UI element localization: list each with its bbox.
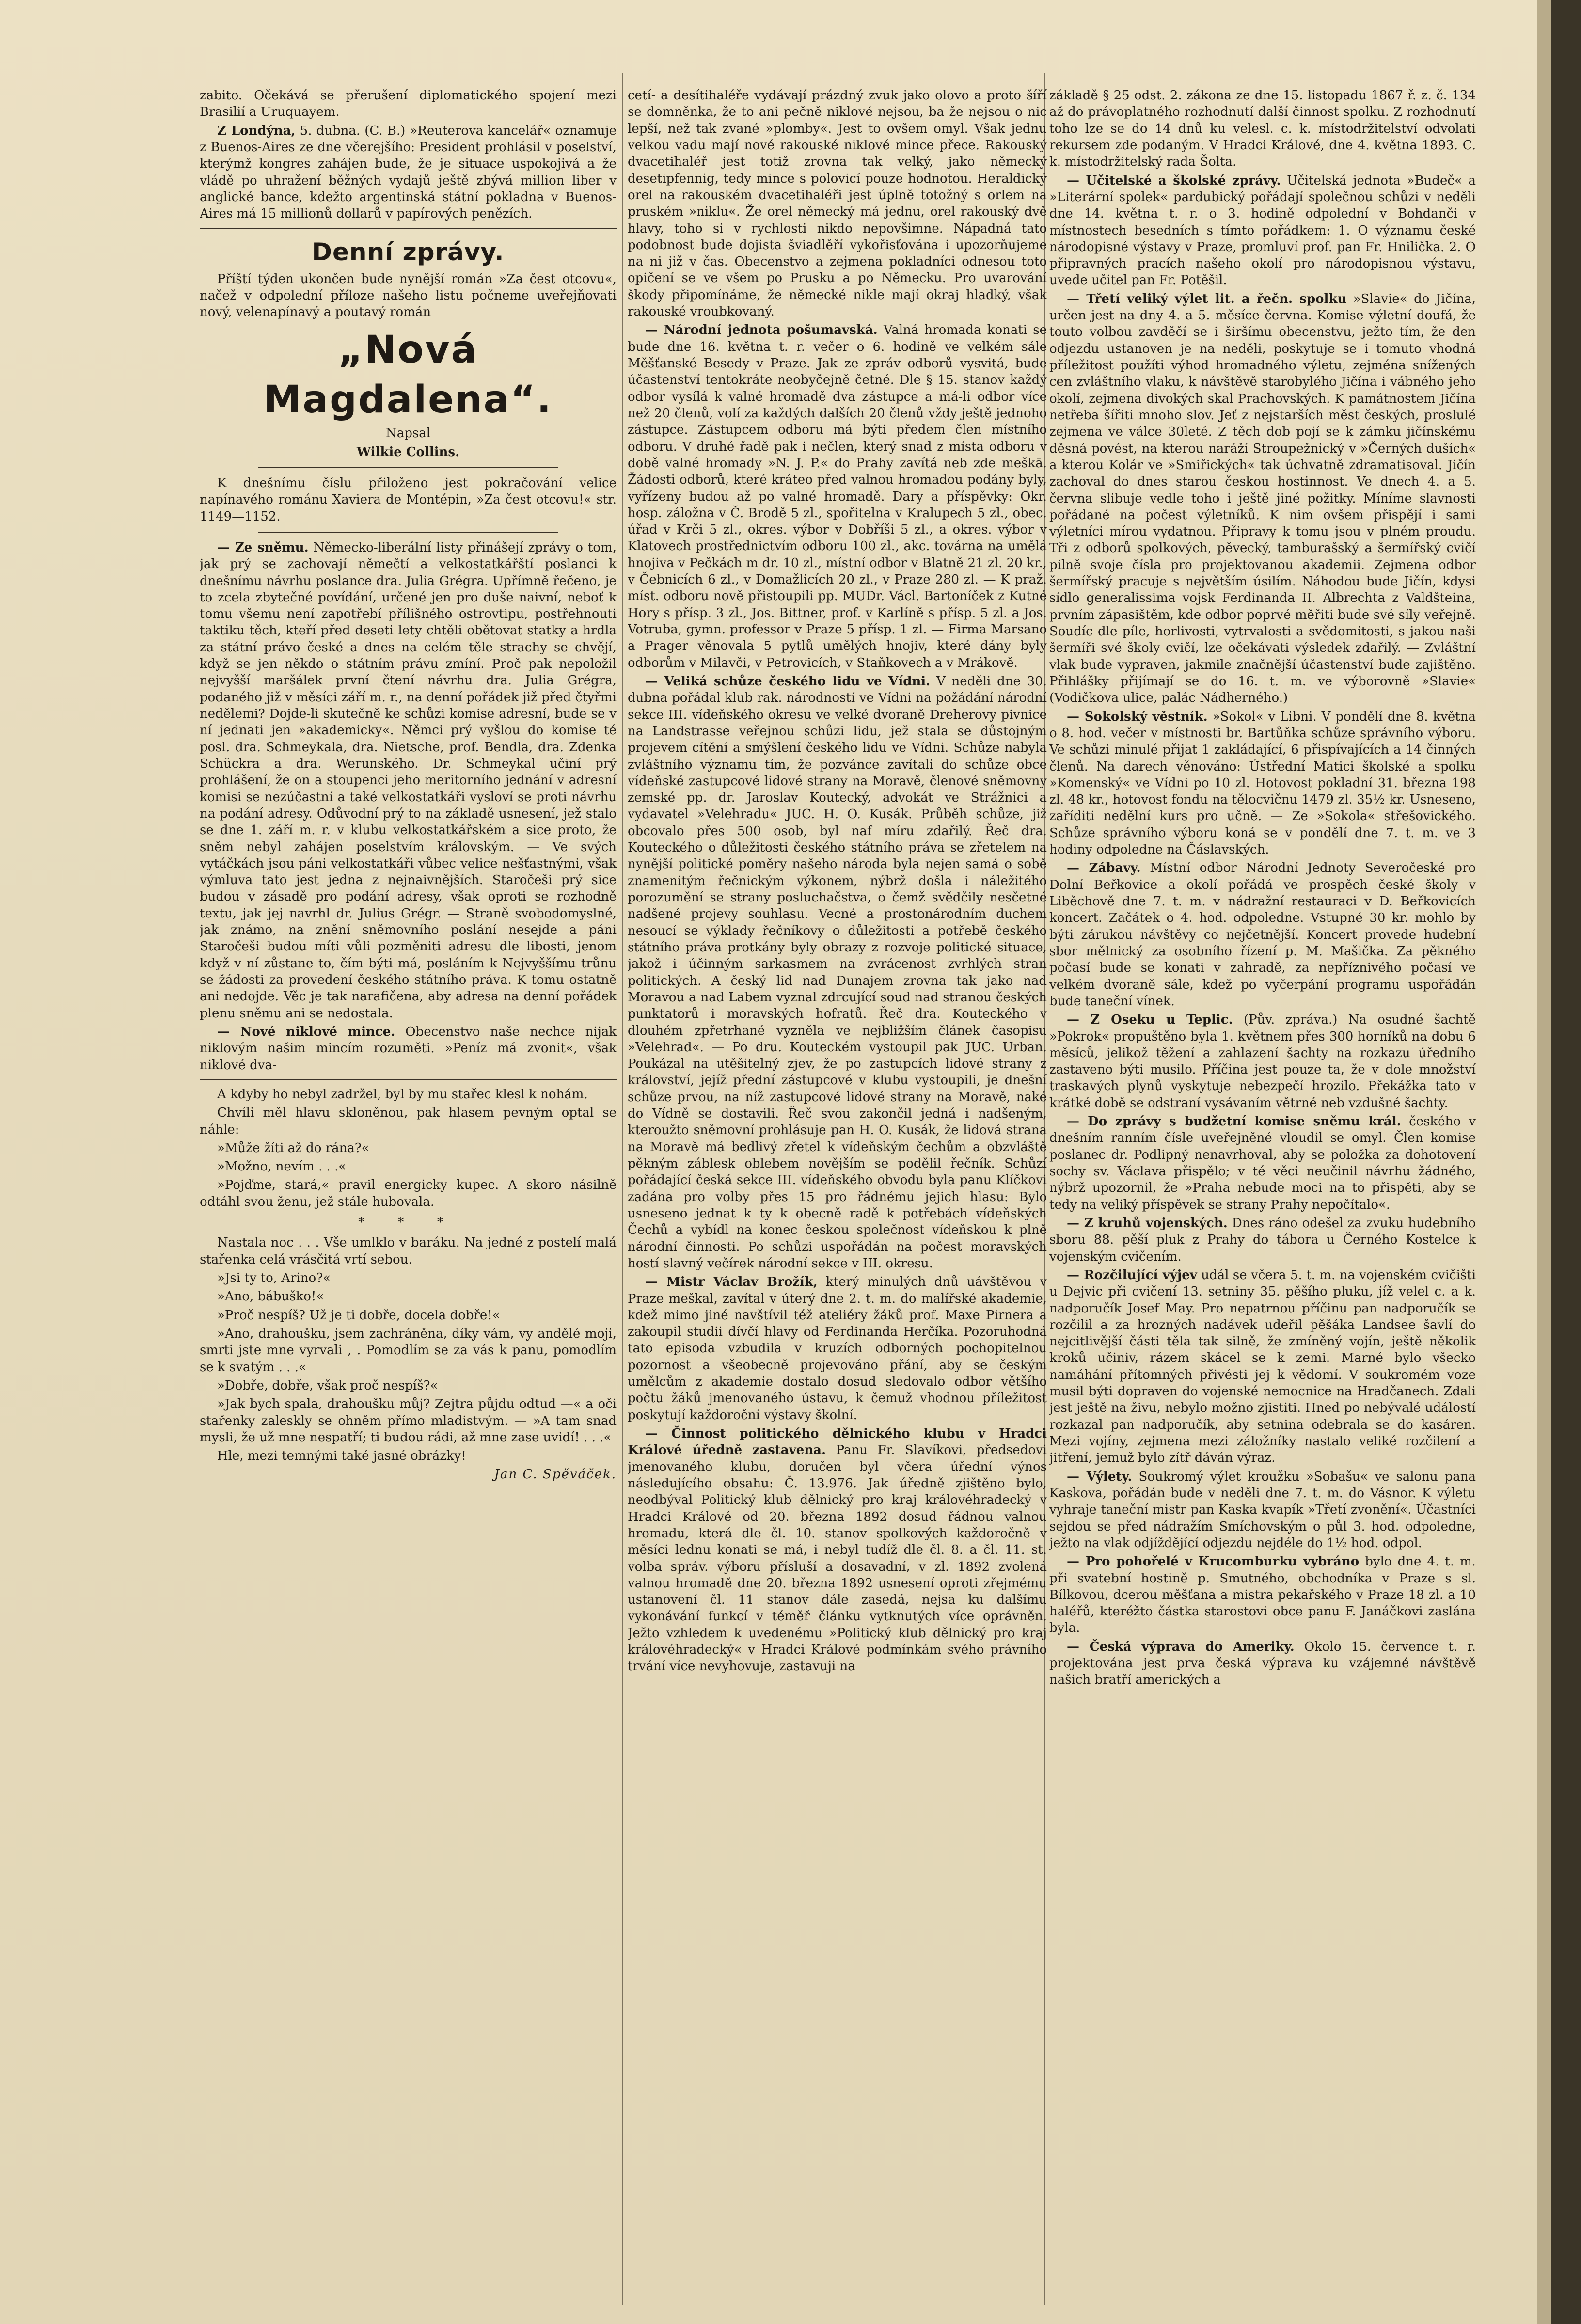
novel-title: „Nová Magdalena“. <box>263 328 553 422</box>
feuilleton-paragraph: Chvíli měl hlavu skloněnou, pak hlasem pevným optal se náhle: <box>200 1106 617 1137</box>
feuilleton-paragraph: »Jak bych spala, drahoušku můj? Zejtra půjdu odtud —« a oči stařenky zaleskly se ohněm přímo mladistvým. — »A tam snad mysli, že už mne nespatří; ti budou rádi, až mne zase uvidí! . . .« <box>200 1397 617 1445</box>
column-right <box>1049 87 1476 2297</box>
feuilleton-paragraph: »Ano, bábuško!« <box>217 1289 324 1304</box>
divider <box>200 228 617 229</box>
column-left <box>200 87 617 2297</box>
news-text: V neděli dne 30. dubna pořádal klub rak. národností ve Vídni na požádání národní sekce III. vídeňského okresu ve velké dvoraně Dreherovy pivnice na Landstrasse veřejnou schůzi lidu, jež stala se důstojným projevem cítění a smýšlení českého lidu ve Vídni. Schůze nabyla zvláštního významu tím, že pozvánce zavítali do schůze obce vídeňské zastupcové lidové strany na Moravě, členové sněmovny zemské pp. dr. Jaroslav Koutecký, advokát ve Strážnici a vydavatel »Velehradu« JUC. H. O. Kusák. Průběh schůze, již obcovalo přes 500 osob, byl naf míru zdařilý. Řeč dra. Kouteckého o důležitosti českého státního práva se zřetelem na nynější politické poměry našeho národa byla nejen samá o sobě znamenitým řečnickým výkonem, nýbrž došla i náležitého porozumění se strany posluchačstva, o čemž svědčily nesčetné nadšené projevy souhlasu. Vecné a prostonárodním duchem nesoucí se výklady řečníkovy o důležitosti a potřebě českého státního práva protkány byly obrazy z rozvoje politické situace, jakož i účinným sarkasmem na zvrácenost zvrhlých stran politických. A český lid nad Dunajem zrovna tak jako nad Moravou a nad Labem vyznal zdrcující soud nad stranou českých punktatorů i moravských hofratů. Řeč dra. Kouteckého v dlouhém zpřetrhané vyzněla ve nejbližším článek časopisu »Velehrad«. — Po dru. Kouteckém vystoupil pak JUC. Urban. Poukázal na utěšitelný zjev, že po zastupcích lidové strany z království, jejíž přední zástupcové v klubu vystoupili, je dnešní schůze prvou, na níž zastupcové lidové strany na Moravě, naké do Vídně se dostavili. Řeč svou zakončil jedná i nadšeným, kteroužto sněmovní prohlásuje pan H. O. Kusák, že lidová strana na Moravě má bedlivý zřetel k vídeňským čechům a obzvláště pěkným záblesk oblebem novějším se podělil řečník. Schůzí pořádající česká sekce III. vídeňského obvodu byla panu Klíčkovi zadána pro volby přes 15 pro řádnému jejich hlasu: Bylo usneseno jednat k ty k obecně radě k potřebách vídeňských Čechů a vybídl na konec českou společnost vídeňskou k plně národní činnosti. Po schůzi uspořádán na počest moravských hostí slavný večírek národní sekce v III. okresu. <box>628 674 1047 1271</box>
news-text: Dnes ráno odešel za zvuku hudebního sboru 88. pěší pluk z Prahy do tábora u Černého Kostelce k vojenským cvičením. <box>1049 1216 1476 1264</box>
news-lead: — Výlety. <box>1067 1469 1132 1484</box>
news-paragraph <box>1049 291 1476 707</box>
news-paragraph <box>1049 173 1476 289</box>
news-paragraph <box>1049 860 1476 1010</box>
feuilleton-paragraph: »Pojďme, stará,« pravil energicky kupec. A skoro násilně odtáhl svou ženu, jež stále hubovala. <box>200 1178 617 1209</box>
news-text: »Slavie« do Jičína, určen jest na dny 4. a 5. měsíce června. Komise výletní doufá, že touto volbou zavděčí se i širšímu obecenstvu, ježto tím, že den odjezdu ustanoven je na neděli, poskytuje se i tomuto vhodná příležitost použíti výhod hromadného výletu, zejména snížených cen zvláštního vlaku, k návštěvě starobylého Jičína i vábného jeho okolí, zejmena divokých skal Prachovských. K památnostem Jičína netřeba šířiti mnoho slov. Jeť z nejstarších měst českých, proslulé zejmena ve válce 30leté. Z těch dob pojí se k zámku jičínskému děsná povést, na kterou naráží Stroupežnický v »Černých duších« a kterou Kolár ve »Smiřických« tak úchvatně zdramatisoval. Jičín zachoval do dnes starou českou hostinnost. Ve dnech 4. a 5. června slibuje vedle toho i ještě jiné požitky. Míníme slavnosti pořádané na počest výletníků. K nim ovšem přispějí i sami výletníci mírou vydatnou. Připravy k tomu jsou v plném proudu. Tři z odborů spolkových, pěvecký, tamburašský a šermířský cvičí pilně svoje čísla pro projektovanou akademii. Zejmena odbor šermířský pracuje s největším úsilím. Náhodou bude Jičín, kdysi sídlo generalissima vojsk Ferdinanda II. Albrechta z Valdšteina, prvním zápasištěm, kde odbor poprvé měřiti bude své síly veřejně. Soudíc dle píle, horlivosti, vytrvalosti a svědomitosti, s jakou naši šermíři své školy cvičí, lze očekávati výsledek zdařilý. — Zvláštní vlak bude vypraven, jakmile značnější účastenství bude zajištěno. Přihlášky přijímají se do 16. t. m. ve výborovně »Slavie« (Vodičkova ulice, palác Nádherného.) <box>1049 291 1476 706</box>
feuilleton-paragraph: Nastala noc . . . Vše umlklo v baráku. Na jedné z postelí malá stařenka celá vrásčitá vrtí sebou. <box>200 1235 617 1267</box>
news-text: Panu Fr. Slavíkovi, předsedovi jmenovaného klubu, doručen byl včera úřední výnos následujícího obsahu: Č. 13.976. Jak úředně zjištěno bylo, neodbýval Politický klub dělnický pro kraj královéhradecký v Hradci Králové od 20. března 1892 dosud řádnou valnou hromadu, která dle čl. 10. stanov spolkových každoročně v měsíci lednu konati se má, i nebyl tudíž dle čl. 8. a čl. 11. st. volba správ. výboru přísluší a dosavadní, v zl. 1892 zvolená valnou hromadě dne 20. března 1892 usnesení oproti zřejmému ustanovení čl. 11 stanov dále zasedá, nejsa ku dalšímu vykonávání funkcí v téměř článku vytknutých více oprávněn. Ježto vzhledem k uvedenému »Politický klub dělnický pro kraj královéhradecký« v Hradci Králové podmínkám svého právního trvání více nevyhovuje, zastavuji na <box>628 1443 1047 1674</box>
news-text: 5. dubna. (C. B.) »Reuterova kancelář« oznamuje z Buenos-Aires ze dne včerejšího: President prohlásil v poselství, kterýmž kongres zahájen bude, že je situace uspokojivá a že vládě po uhražení běžných vydajů ještě zbývá million liber v anglické bance, kdežto argentinská státní pokladna v Buenos-Aires má 15 millionů dollarů v papírových penězích. <box>200 123 617 221</box>
news-lead: — Česká výprava do Ameriky. <box>1067 1639 1295 1654</box>
news-paragraph <box>628 322 1047 671</box>
feuilleton-paragraph: »Může žíti až do rána?« <box>217 1140 369 1155</box>
author-signature: Jan C. Spěváček. <box>494 1467 617 1482</box>
news-lead: — Nové niklové mince. <box>217 1024 395 1039</box>
divider <box>258 467 558 468</box>
scanner-dark-edge <box>1551 0 1581 2324</box>
news-lead: — Rozčilující výjev <box>1067 1267 1197 1282</box>
news-text: Valná hromada konati se bude dne 16. května t. r. večer o 6. hodině ve velkém sále Měšťanské Besedy v Praze. Jak ze zpráv odborů vysvitá, bude účastenství tentokráte neobyčejně četné. Dle § 15. stanov každý odbor vysílá k valné hromadě dva zástupce a má-li odbor více než 20 členů, volí za každých dalších 20 členů vždy ještě jednoho zástupce. Zástupcem odboru má býti předem člen místního odboru. V druhé řadě pak i nečlen, který snad z místa odboru v době valné hromady »N. J. P.« do Prahy zavítá neb zde meškā. Žádosti odborů, které kráteo před valnou hromadou podány byly, vyřízeny budou až po valné hromadě. Dary a příspěvky: Okr. hosp. záložna v Č. Brodě 5 zl., spořitelna v Kralupech 5 zl., obec. úřad v Krči 5 zl., okres. výbor v Dobříši 5 zl., a okres. výbor v Klatovech prostřednictvím odboru 100 zl., akc. továrna na umělá hnojiva v Pečkách m dr. 10 zl., místní odbor v Blatně 21 zl. 20 kr., v Čebnicích 6 zl., v Domažlicích 20 zl., v Praze 280 zl. — K praž. míst. odboru nově přistoupili pp. MUDr. Václ. Bartoníček z Kutné Hory s přísp. 3 zl., Jos. Bittner, prof. v Karlíně s přísp. 5 zl. a Jos. Votruba, gymn. professor v Praze 5 přísp. 1 zl. — Firma Marsano a Prager věnovala 5 pytlů umělých hnojiv, které dány byly odborům v Milavči, v Petrovicích, v Staňkovech a v Mrákově. <box>628 323 1047 670</box>
feuilleton-paragraph: »Dobře, dobře, však proč nespíš?« <box>217 1378 438 1393</box>
news-paragraph <box>628 673 1047 1272</box>
news-lead: — Veliká schůze českého lidu ve Vídni. <box>645 674 931 689</box>
news-paragraph <box>200 123 617 222</box>
news-paragraph <box>1049 1113 1476 1213</box>
news-paragraph <box>1049 1553 1476 1637</box>
news-paragraph: cetí- a desítihaléře vydávají prázdný zvuk jako olovo a proto šíří se domněnka, že to ani pečně niklové nejsou, ba že nejsou o nic lepší, než tak zvané »plomby«. Jest to ovšem omyl. Však jednu velkou vadu mají nové rakouské niklové mince přece. Rakouský dvacetihaléř jest totiž zrovna tak velký, jako německý desetipfennig, tedy mince s polovicí pouze hodnotou. Heraldický orel na rakouském dvacetihaléři jest úplně totožný s orlem na pruském »niklu«. Že orel německý má jednu, orel rakouský dvě hlavy, toho si v rychlosti nikdo nepovšimne. Nápadná tato podobnost bude dojista šviadlěří vykořisťována i upozorňujeme na ni již v čas. Obecenstvo a zejmena pokladníci odnesou toto opičení se ve všem po Prusku a po Německu. Pro uvarování škody připomínáme, že německé nikle mají okraj hladký, však rakouské vroubkovaný. <box>628 88 1047 319</box>
news-paragraph: Příští týden ukončen bude nynější román »Za čest otcovu«, načež v odpolední příloze našeho listu počneme uveřejňovati nový, velenapínavý a poutavý román <box>200 271 617 320</box>
news-lead: — Mistr Václav Brožík, <box>645 1275 818 1290</box>
column-middle <box>628 87 1047 2297</box>
news-lead: — Národní jednota pošumavská. <box>645 323 878 338</box>
novel-author: Wilkie Collins. <box>356 444 460 459</box>
news-lead: — Zábavy. <box>1067 861 1141 876</box>
section-heading: Denní zprávy. <box>312 237 505 266</box>
feuilleton-paragraph: »Proč nespíš? Už je ti dobře, docela dobře!« <box>217 1308 500 1323</box>
news-paragraph: zabito. Očekává se přerušení diplomatického spojení mezi Brasilií a Uruquayem. <box>200 88 617 120</box>
feuilleton-paragraph: A kdyby ho nebyl zadržel, byl by mu stařec klesl k nohám. <box>217 1087 588 1102</box>
news-text: Místní odbor Národní Jednoty Severočeské pro Dolní Beřkovice a okolí pořádá ve prospěch české školy v Liběchově dne 7. t. m. v nádražní restauraci v D. Beřkovicích koncert. Začátek o 4. hod. odpoledne. Vstupné 30 kr. mohlo by býti zárukou návštěvy co nejčetnější. Koncert provede hudební sbor mělnický za osobního řízení p. M. Mašička. Za pěkného počasí bude se konati v zahradě, za nepříznivého počasí ve velkém dvoraně sále, kdež po vyčerpání programu uspořádán bude taneční vínek. <box>1049 861 1476 1009</box>
news-paragraph: základě § 25 odst. 2. zákona ze dne 15. listopadu 1867 ř. z. č. 134 až do právoplatného rozhodnutí další činnost spolku. Z rozhodnutí toho lze se do 14 dnů ku velesl. c. k. místodržitelství odvolati rekursem zde podaným. V Hradci Králové, dne 4. května 1893. C. k. místodržitelský rada Šolta. <box>1049 88 1476 170</box>
news-lead: — Z Oseku u Teplic. <box>1067 1012 1233 1028</box>
news-paragraph <box>200 1024 617 1074</box>
news-text: udál se včera 5. t. m. na vojenském cvičišti u Dejvic při cvičení 13. setniny 35. pěšího pluku, jíž velel c. a k. nadporučík Josef May. Pro nepatrnou příčinu pan nadporučík se rozčilil a za hrozných nadávek udeřil pěšáka Landsee šavlí do nejcitlivější části těla tak silně, že zmíněný vojín, ještě několik kroků učiniv, rázem skácel se k zemi. Marné bylo všecko namáhání přítomných přivésti jej k vědomí. V soukromém voze musil býti dopraven do vojenské nemocnice na Hradčanech. Zdali jest ještě na živu, nebylo možno zjistiti. Hned po nebývalé událostí rozkazal pan nadporučík, aby setnina odebrala se do kasáren. Mezi vojíny, zejmena mezi záložníky nastalo veliké rozčilení a jitření, jemuž bylo zítř dáván výraz. <box>1049 1267 1476 1466</box>
feuilleton-paragraph: »Ano, drahoušku, jsem zachráněna, díky vám, vy andělé moji, smrti jste mne vyrvali , . Pomodlím se za vás k panu, pomodlím se k svatým . . .« <box>200 1326 617 1375</box>
news-text: (Pův. zpráva.) Na osudné šachtě »Pokrok« propuštěno byla 1. květnem přes 300 horníků na dobu 6 měsíců, jelikož těžení a zahlazení šachty na rozkazu úředního zastaveno býti musilo. Příčina jest pouze ta, že v dole množství traskavých plynů vyskytuje nebezpečí hrozilo. Překážka tato v krátké době se odstraní vysávaním větrné neb vzdušné šachty. <box>1049 1012 1476 1110</box>
news-text: Soukromý výlet kroužku »Sobašu« ve salonu pana Kaskova, pořádán bude v neděli dne 7. t. m. do Vásnor. K výletu vyhraje taneční mistr pan Kaska kvapík »Třetí zvonění«. Účastníci sejdou se před nádražím Smíchovským o půl 3. hod. odpoledne, ježto na vlak odjíždějící odjezdu nejdéle do 1½ hod. odpol. <box>1049 1469 1476 1550</box>
divider <box>258 532 558 533</box>
divider <box>200 1079 617 1080</box>
news-lead: — Z kruhů vojenských. <box>1067 1216 1228 1231</box>
news-text: Okolo 15. července t. r. projektována jest prva česká výprava ku vzájemné návštěvě našich bratří amerických a <box>1049 1639 1476 1688</box>
page-edge-shadow <box>1537 0 1551 2324</box>
feuilleton-paragraph: »Jsi ty to, Arino?« <box>217 1271 331 1286</box>
news-paragraph <box>1049 1012 1476 1111</box>
news-lead: Z Londýna, <box>217 123 296 138</box>
news-lead: — Učitelské a školské zprávy. <box>1067 173 1281 188</box>
news-paragraph <box>200 539 617 1022</box>
news-lead: — Ze sněmu. <box>217 540 309 555</box>
news-text: který minulých dnů uávštěvou v Praze meškal, zavítal v úterý dne 2. t. m. do malířské akademie, kdež mimo jiné navštívil též ateliéry žáků prof. Maxe Pirnera a zakoupil studii dívčí hlavy od Ferdinanda Herčíka. Pozoruhodná tato episoda vzbudila v kruzích odborných pochopitelnou pozornost a všeobecně projevováno přání, aby se českým umělcům z akademie dostalo dosud sledovalo odbor většího počtu žáků jmenovaného ústavu, k čemuž vhodnou příležitost poskytují každoroční výstavy školní. <box>628 1275 1047 1423</box>
feuilleton-paragraph: Hle, mezi temnými také jasné obrázky! <box>217 1449 466 1464</box>
news-paragraph <box>1049 1215 1476 1265</box>
news-text: Učitelská jednota »Budeč« a »Literární spolek« pardubický pořádají společnou schůzi v neděli dne 14. května t. r. o 3. hodině odpolední v Bohdanči v místnostech besedních s tímto pořádkem: 1. O významu české národopisné výstavy v Praze, promluví prof. pan Fr. Hnilička. 2. O připravných pracích našeho okolí pro národopisnou výstavu, uvede učitel pan Fr. Potěšil. <box>1049 173 1476 288</box>
news-paragraph <box>1049 709 1476 858</box>
novel-byline: Napsal <box>385 426 431 441</box>
news-text: Německo-liberální listy přinášejí zprávy o tom, jak prý se zachovají němečtí a velkostatkářští poslanci k dnešnímu návrhu poslance dra. Julia Grégra. Upřímně řečeno, je to zcela zbytečné povídání, určené jen pro duše naivní, neboť k tomu všemu není zapotřebí přílišného ostrovtipu, postřehnouti taktiku těch, kteří před deseti lety chtěli obětovat statky a hrdla za státní právo české a dnes na celém těle strachy se chvějí, když se jen někdo o státním právu zmíní. Proč pak nepoložil nejvyšší maršálek první čtení návrhu dra. Julia Grégra, podaného již v měsíci září m. r., na denní pořádek již před čtyřmi nedělemi? Dojde-li skutečně ke schůzi komise adresní, bude se v ní jednati jen »akademicky«. Němci prý vyšlou do komise té posl. dra. Schmeykala, dra. Nietsche, prof. Bendla, dra. Zdenka Schückra a dra. Werunského. Dr. Schmeykal učiní prý prohlášení, že on a stoupenci jeho meritorního jednání v adresní komisi se nezúčastní a také velkostatkáři vysloví se proti návrhu na podání adresy. Odůvodní prý to na základě usnesení, jež stalo se dne 1. září m. r. v klubu velkostatkářském a sice proto, že sněm nebyl zahájen poselstvím královským. — Ve svých vytáčkách jsou páni velkostatkáři vůbec velice nešťastnými, však výmluva tato jest jedna z nejnaivnějších. Staročeši prý sice budou v zásadě pro podání adresy, však oproti se rozhodně textu, jak jej navrhl dr. Julius Grégr. — Straně svobodomyslné, jak známo, na znění sněmovního poslání nesejde a páni Staročeši budou míti vůli pozměniti adresu dle libosti, jenom když v ní zůstane to, čím býti má, posláním k Nejvyššímu trůnu se žádosti za provedení českého státního práva. K tomu ostatně ani nedojde. Věc je tak narafičena, aby adresa na denní pořádek plenu sněmu ani se nedostala. <box>200 540 617 1021</box>
news-paragraph <box>1049 1267 1476 1467</box>
news-paragraph <box>1049 1639 1476 1689</box>
news-text: českého v dnešním ranním čísle uveřejněné vloudil se omyl. Člen komise poslanec dr. Podlipný nenavrhoval, aby se položka za dohotovení sochy sv. Václava přispělo; v té věci neučinil návrhu žádného, nýbrž upozornil, že »Praha nebude moci na to přispěti, aby se tedy na veliký příspěvek se strany Prahy nepočítalo«. <box>1049 1114 1476 1212</box>
news-paragraph <box>628 1274 1047 1423</box>
news-lead: — Pro pohořelé v Krucomburku vybráno <box>1067 1554 1360 1569</box>
feuilleton-paragraph: »Možno, nevím . . .« <box>217 1159 347 1174</box>
news-paragraph <box>1049 1469 1476 1552</box>
news-text: Obecenstvo naše nechce nijak niklovým našim mincím rozuměti. »Peníz má zvonit«, však niklové dva- <box>200 1024 617 1073</box>
news-lead: — Sokolský věstník. <box>1067 709 1208 724</box>
news-paragraph: K dnešnímu číslu přiloženo jest pokračování velice napínavého románu Xaviera de Montépin, »Za čest otcovu!« str. 1149—1152. <box>200 475 617 524</box>
news-text: bylo dne 4. t. m. při svatební hostině p. Smutného, obchodníka v Praze s sl. Bílkovou, dcerou měšťana a mistra pekařského v Praze 18 zl. a 10 haléřů, kteréžto částka starostovi obce panu F. Janáčkovi zaslána byla. <box>1049 1554 1476 1636</box>
section-stars: * * * <box>358 1215 458 1230</box>
news-lead: — Třetí veliký výlet lit. a řečn. spolku <box>1067 291 1347 306</box>
column-rule <box>622 73 623 2305</box>
news-lead: — Činnost politického dělnického klubu v Hradci Králové úředně zastavena. <box>628 1426 1047 1458</box>
news-text: »Sokol« v Libni. V pondělí dne 8. května o 8. hod. večer v místnosti br. Bartůňka schůze správního výboru. Ve schůzi minulé přijat 1 zakládající, 6 přispívajících a 14 činných členů. Na darech věnováno: Ústřední Matici školské a spolku »Komenský« ve Vídni po 10 zl. Hotovost pokladní 31. března 198 zl. 48 kr., hotovost fondu na tělocvičnu 1479 zl. 35½ kr. Usneseno, zaříditi nedělní kurs pro učně. — Ze »Sokola« střešovického. Schůze správního výboru koná se v pondělí dne 7. t. m. ve 3 hodiny odpoledne na Čáslavských. <box>1049 709 1476 857</box>
news-paragraph <box>628 1425 1047 1675</box>
news-lead: — Do zprávy s budžetní komise sněmu král. <box>1067 1114 1401 1129</box>
